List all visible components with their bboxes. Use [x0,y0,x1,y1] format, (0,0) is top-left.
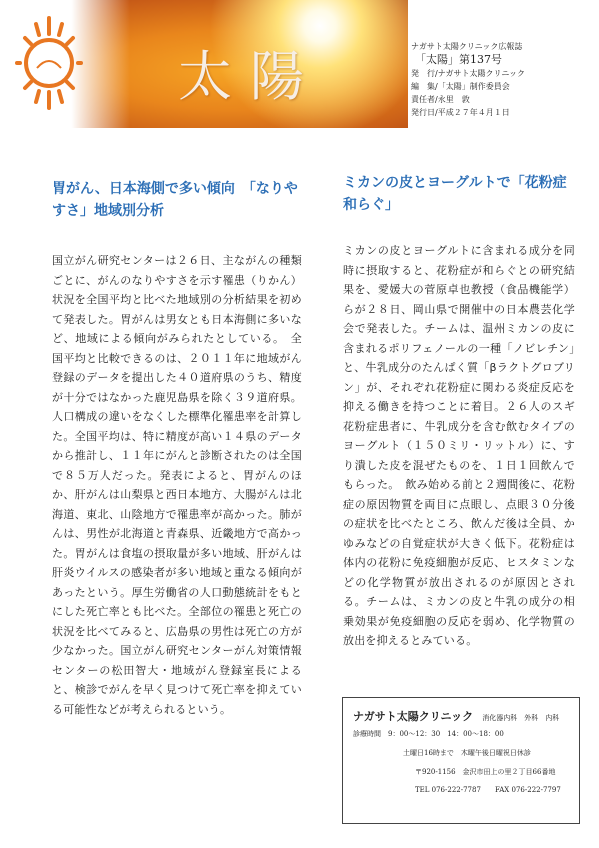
article-left-body: 国立がん研究センターは２６日、主ながんの種類ごとに、がんのなりやすさを示す罹患（りかん）状況を全国平均と比べた地域別の分析結果を初めて発表した。胃がんは男女とも日本海側に多いなど、地域による傾向がみられたとしている。 全国平均と比較できるのは、２０１１年に地域がん登録のデータを提出した４０道府県のうち、精度が十分ではなかった鹿児島県を除く３９道府県。人口構成の違いをなくした標準化罹患率を計算した。全国平均は、特に精度が高い１４県のデータから推計し、１１年にがんと診断されたのは全国で８５万人だった。発表によると、胃がんのほか、肝がんは山梨県と西日本地方、大腸がんは北海道、東北、山陰地方で罹患率が高かった。肺がんは、男性が北海道と青森県、近畿地方で高かった。胃がんは食塩の摂取量が多い地域、肝がんは肝炎ウイルスの感染者が多い地域と重なる傾向があったという。厚生労働省の人口動態統計をもとにした死亡率とも比べた。全部位の罹患と死亡の状況を比べてみると、広島県の男性は死亡の方が少なかった。国立がん研究センターがん対策情報センターの松田智大・地域がん登録室長によると、検診でがんを早く見つけて死亡率を抑えている可能性などが考えられるという。 [52,254,302,716]
article-right-heading: ミカンの皮とヨーグルトで「花粉症和らぐ」 [343,175,567,213]
clinic-fax: FAX 076-222-7797 [495,786,561,794]
article-right-body: ミカンの皮とヨーグルトに含まれる成分を同時に摂取すると、花粉症が和らぐとの研究結果を、愛媛大の菅原卓也教授（食品機能学）らが２８日、岡山県で開催中の日本農芸化学会で発表した。チームは、温州ミカンの皮に含まれるポリフェノールの一種「ノビレチン」と、牛乳成分のたんぱく質「βラクトグロブリン」が、それぞれ花粉症に関わる炎症反応を抑える働きを持つことに着目。２６人のスギ花粉症患者に、牛乳成分を含む飲むタイプのヨーグルト（１５０ミリ・リットル）に、すり潰した皮を混ぜたものを、１日１回飲んでもらった。 飲み始める前と２週間後に、花粉症の原因物質を両目に点眼し、点眼３０分後の症状を比べたところ、飲んだ後は全員、かゆみなどの自覚症状が大きく低下。花粉症は体内の花粉に免疫細胞が反応、ヒスタミンなどの化学物質が放出されるのが原因とされる。チームは、ミカンの皮と牛乳の成分の相乗効果が免疫細胞の反応を弱め、化学物質の放出を抑えるとみている。 [343,244,575,647]
clinic-departments: 消化器内科 外科 内科 [482,714,560,722]
clinic-name: ナガサト太陽クリニック [353,710,474,723]
masthead-publisher: 発 行/ナガサト太陽クリニック [411,69,526,78]
masthead-publication: ナガサト太陽クリニック広報誌 [411,42,523,51]
masthead-issue: 「太陽」第137号 [415,53,502,66]
masthead-editor: 編 集/「太陽」制作委員会 [411,82,510,91]
clinic-name-row [353,705,559,724]
clinic-address: 〒920-1156 金沢市田上の里２丁目66番地 [415,768,556,776]
sun-logo-icon [14,16,84,110]
banner-title: 太陽 [178,45,322,108]
clinic-holidays: 土曜日16時まで 木曜午後日曜祝日休診 [403,749,531,757]
article-left-heading: 胃がん、日本海側で多い傾向 「なりやすさ」地域別分析 [52,181,298,219]
masthead-responsible: 責任者/永里 敦 [411,95,470,104]
article-left [52,178,302,719]
clinic-hours: 診療時間 9：00～12：30 14：00～18：00 [353,730,504,738]
header-banner [0,0,408,128]
masthead [411,40,591,119]
clinic-tel: TEL 076-222-7787 [415,786,481,794]
clinic-info-box [342,697,580,824]
article-right [343,172,575,651]
masthead-date: 発行日/平成２７年４月１日 [411,108,510,117]
